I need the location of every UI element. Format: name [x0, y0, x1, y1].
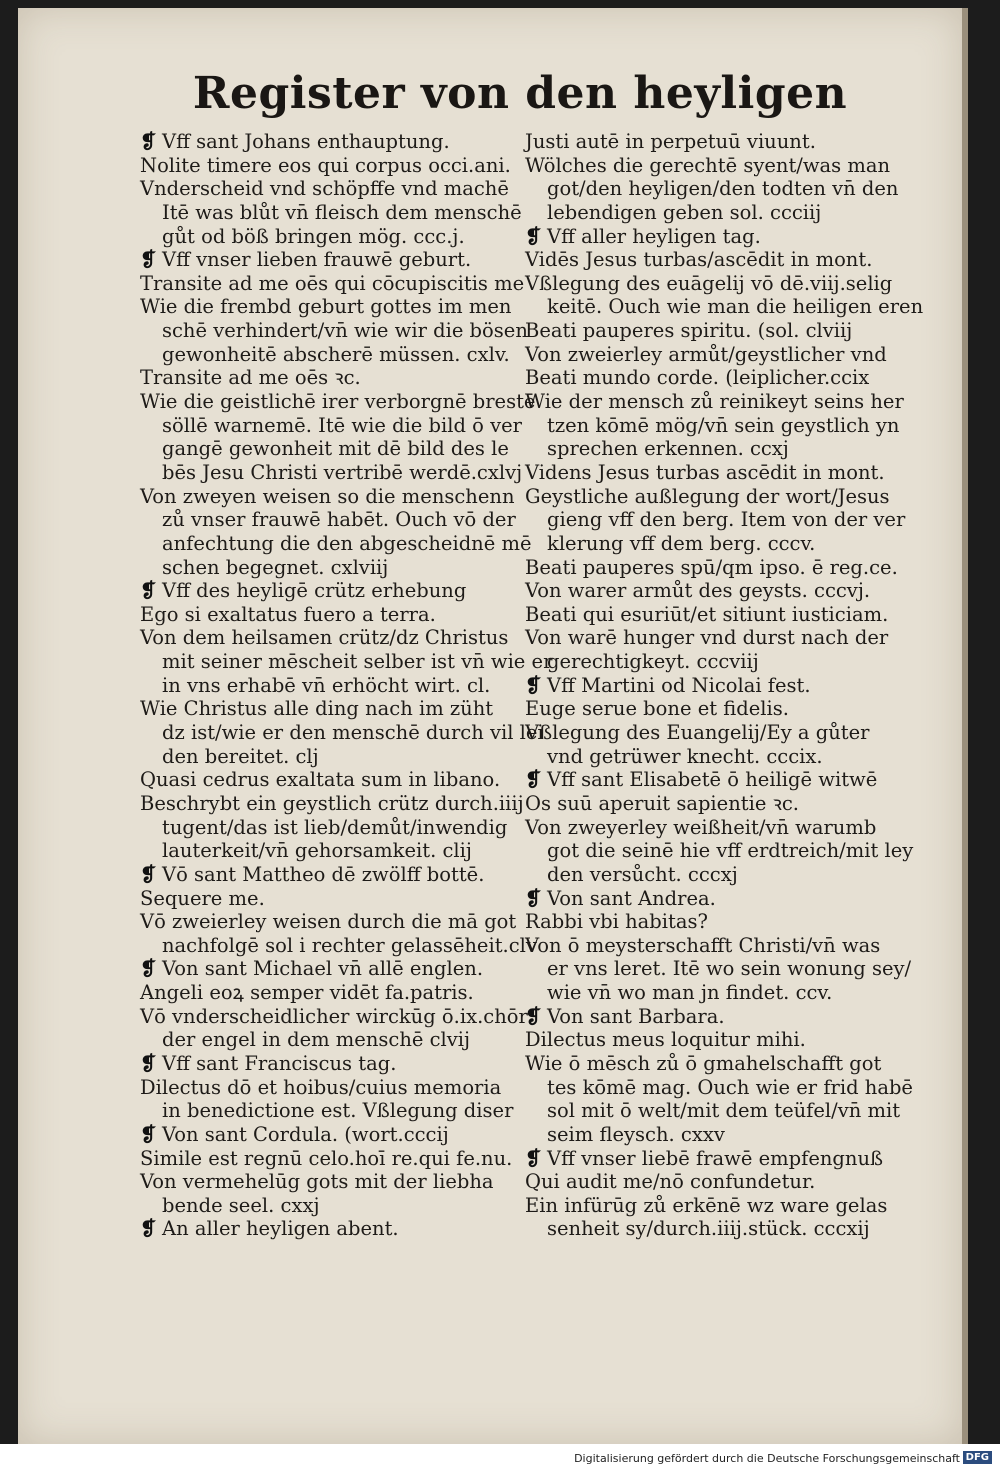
pilcrow-icon: ❡ [140, 248, 157, 272]
register-entry [525, 1005, 890, 1029]
register-entry [525, 413, 900, 438]
register-entry-text: gangē gewonheit mit dē bild des le [162, 437, 509, 461]
register-entry [525, 1123, 890, 1147]
register-entry [140, 366, 510, 390]
pilcrow-icon: ❡ [140, 579, 157, 603]
register-entry [140, 721, 544, 745]
register-entry-text: Beati mundo corde. (leiplicher.ccix [525, 366, 870, 390]
register-entry [140, 484, 515, 509]
pilcrow-icon: ❡ [525, 886, 542, 910]
register-entry [525, 366, 890, 390]
register-entry [140, 177, 510, 201]
register-entry-text: anfechtung die den abgescheidnē mē [162, 531, 532, 555]
register-entry-text: söllē warnemē. Itē wie die bild ō ver [162, 413, 522, 437]
register-entry [140, 1146, 513, 1171]
register-entry [525, 130, 890, 154]
register-entry-text: Wie ō mēsch zů ō gmahelschafft got [525, 1051, 882, 1075]
pilcrow-icon: ❡ [525, 673, 542, 697]
register-entry [140, 674, 510, 698]
register-entry-text: Beati pauperes spiritu. (sol. clviij [525, 319, 853, 343]
register-entry [140, 910, 517, 934]
register-entry [525, 745, 890, 769]
register-entry [525, 437, 890, 461]
register-entry-text: lebendigen geben sol. ccciij [547, 200, 822, 224]
register-entry [525, 225, 890, 249]
register-entry-text: Justi autē in perpetuū viuunt. [525, 130, 816, 153]
register-entry [525, 1052, 890, 1076]
register-entry-text: Euge serue bone et fidelis. [525, 697, 789, 721]
register-entry [525, 154, 890, 178]
register-entry [525, 887, 890, 911]
register-entry-text: Vnderscheid vnd schöpffe vnd machē [140, 177, 509, 201]
register-entry-text: Vff sant Elisabetē ō heiligē witwē [547, 768, 878, 792]
register-entry-text: tes kōmē mag. Ouch wie er frid habē [547, 1075, 913, 1099]
register-entry-text: Transite ad me oēs ꝛc. [140, 366, 361, 390]
register-entry-text: Simile est regnū celo.hoī re.qui fe.nu. [140, 1146, 513, 1170]
register-entry-text: Vff aller heyligen tag. [547, 224, 761, 248]
register-entry [140, 839, 510, 863]
register-entry [140, 413, 522, 438]
register-entry-text: dz ist/wie er den menschē durch vil lei [162, 721, 544, 745]
register-entry [140, 1052, 510, 1076]
register-entry [140, 863, 510, 887]
register-entry [140, 460, 523, 485]
pilcrow-icon: ❡ [140, 130, 157, 153]
register-entry-text: Rabbi vbi habitas? [525, 910, 708, 934]
register-entry [525, 177, 899, 201]
register-entry-text: zů vnser frauwē habēt. Ouch vō der [162, 508, 516, 532]
register-entry [140, 200, 522, 225]
register-entry [525, 650, 890, 674]
register-entry [525, 532, 890, 556]
register-entry-text: Wie Christus alle ding nach im züht [140, 697, 494, 721]
register-entry-text: Von zweierley armůt/geystlicher vnd [525, 342, 887, 366]
pilcrow-icon: ❡ [140, 1217, 157, 1241]
register-entry [140, 390, 536, 414]
register-entry-text: Von zweyerley weißheit/vn̄ warumb [525, 815, 877, 839]
register-entry [525, 768, 890, 792]
register-entry [140, 1028, 510, 1052]
register-entry [525, 1147, 890, 1171]
register-entry [525, 508, 906, 532]
register-entry-text: Wie die geistlichē irer verborgnē brestē [140, 390, 536, 414]
pilcrow-icon: ❡ [525, 1004, 542, 1028]
register-entry [140, 271, 525, 296]
register-entry [140, 981, 510, 1005]
register-entry-text: Vff vnser liebē frawē empfengnuß [547, 1146, 884, 1170]
register-entry [140, 579, 510, 603]
register-entry [140, 130, 510, 154]
register-entry [140, 154, 510, 178]
register-entry-text: Wie der mensch zů reinikeyt seins her [525, 390, 904, 414]
register-entry [140, 1194, 510, 1218]
register-entry-text: Vff sant Johans enthauptung. [162, 130, 450, 153]
register-entry [140, 1004, 528, 1029]
register-entry-text: Von warer armůt des geysts. cccvj. [525, 579, 871, 603]
register-entry-text: gieng vff den berg. Item von der ver [547, 508, 906, 532]
register-entry [525, 934, 890, 958]
register-entry [140, 295, 510, 319]
pilcrow-icon: ❡ [140, 1051, 157, 1075]
register-entry [140, 531, 532, 556]
footer-credit: Digitalisierung gefördert durch die Deutsche Forschungsgemeinschaft [574, 1452, 960, 1465]
register-entry-text: sprechen erkennen. ccxj [547, 437, 789, 461]
register-entry-text: sol mit ō welt/mit dem teüfel/vn̄ mit [547, 1099, 901, 1123]
register-entry-text: Angeli eoꝝ semper vidēt fa.patris. [140, 981, 474, 1005]
register-entry-text: nachfolgē sol i rechter gelassēheit.clv [162, 933, 537, 957]
register-entry-text: Von vermehelūg gots mit der liebha [140, 1170, 494, 1194]
register-entry-text: mit seiner mēscheit selber ist vn̄ wie er [162, 650, 553, 674]
register-entry [525, 1170, 890, 1194]
register-entry-text: klerung vff dem berg. cccv. [547, 531, 816, 555]
register-entry-text: tzen kōmē mög/vn̄ sein geystlich yn [547, 413, 900, 437]
register-entry [525, 697, 890, 721]
register-entry [525, 816, 890, 840]
register-entry-text: Os suū aperuit sapientie ꝛc. [525, 791, 799, 815]
register-entry [140, 697, 510, 721]
register-entry-text: vnd getrüwer knecht. cccix. [547, 744, 823, 768]
pilcrow-icon: ❡ [140, 957, 157, 981]
register-entry-text: der engel in dem menschē clvij [162, 1028, 471, 1052]
register-entry [525, 1194, 890, 1218]
register-entry [140, 603, 510, 627]
register-entry [140, 887, 510, 911]
register-entry-text: Sequere me. [140, 886, 265, 910]
pilcrow-icon: ❡ [140, 1122, 157, 1146]
register-entry-text: Von sant Cordula. (wort.cccij [162, 1122, 449, 1146]
dfg-logo: DFG [963, 1451, 992, 1464]
register-entry-text: Beati pauperes spū/qm ipso. ē reg.ce. [525, 555, 898, 579]
register-entry-text: in benedictione est. Vßlegung diser [162, 1099, 514, 1123]
register-entry [140, 437, 510, 461]
register-entry-text: tugent/das ist lieb/demůt/inwendig [162, 815, 508, 839]
register-column-right [525, 130, 924, 1241]
register-entry-text: Ego si exaltatus fuero a terra. [140, 602, 436, 626]
register-entry-text: Von sant Michael vn̄ allē englen. [162, 957, 484, 981]
register-entry-text: er vns leret. Itē wo sein wonung sey/ [547, 957, 912, 981]
register-entry [525, 390, 904, 414]
register-entry [525, 1099, 901, 1123]
register-entry-text: Vff vnser lieben frauwē geburt. [162, 248, 472, 272]
register-entry [140, 650, 553, 674]
register-entry-text: lauterkeit/vn̄ gehorsamkeit. clij [162, 839, 472, 863]
register-entry [525, 343, 890, 367]
register-entry [140, 319, 528, 343]
register-entry-text: got/den heyligen/den todten vn̄ den [547, 177, 899, 201]
register-entry-text: Dilectus meus loquitur mihi. [525, 1028, 806, 1052]
pilcrow-icon: ❡ [525, 224, 542, 248]
register-entry [525, 579, 890, 603]
register-entry-text: Vßlegung des Euangelij/Ey a gůter [525, 721, 870, 745]
register-entry [140, 1170, 510, 1194]
register-entry [525, 792, 890, 816]
register-entry-text: Vō sant Mattheo dē zwölff bottē. [162, 862, 485, 886]
register-entry [140, 1123, 510, 1147]
register-entry [525, 1075, 913, 1100]
register-entry-text: Ein infürūg zů erkēnē wz ware gelas [525, 1193, 888, 1217]
register-entry-text: bēs Jesu Christi vertribē werdē.cxlvj [162, 460, 523, 484]
register-entry [525, 295, 924, 319]
register-entry [525, 248, 890, 272]
register-entry-text: Nolite timere eos qui corpus occi.ani. [140, 153, 511, 177]
register-entry-text: Von ō meysterschafft Christi/vn̄ was [525, 933, 881, 957]
register-entry-text: keitē. Ouch wie man die heiligen eren [547, 295, 924, 319]
register-entry [525, 461, 890, 485]
register-entry [525, 201, 890, 225]
register-entry-text: Transite ad me oēs qui cōcupiscitis me [140, 271, 525, 295]
register-entry [140, 508, 516, 532]
register-entry [140, 933, 537, 958]
register-entry-text: den versůcht. cccxj [547, 862, 738, 886]
register-entry [140, 791, 524, 816]
register-entry [525, 626, 890, 650]
register-entry [525, 1028, 890, 1052]
pilcrow-icon: ❡ [525, 768, 542, 792]
register-entry [140, 343, 510, 367]
register-entry [525, 319, 890, 343]
register-entry-text: Von sant Barbara. [547, 1004, 725, 1028]
register-entry [525, 485, 890, 509]
register-entry-text: Vō vnderscheidlicher wirckūg ō.ix.chōr [140, 1004, 528, 1028]
register-entry-text: gerechtigkeyt. cccviij [547, 650, 759, 674]
register-entry [140, 816, 510, 840]
register-entry-text: Videns Jesus turbas ascēdit in mont. [525, 460, 885, 484]
register-entry [140, 556, 510, 580]
register-entry-text: Beschrybt ein geystlich crütz durch.iiij [140, 791, 524, 815]
register-entry-text: Vff des heyligē crütz erhebung [162, 579, 467, 603]
register-entry [140, 1217, 510, 1241]
register-entry-text: Quasi cedrus exaltata sum in libano. [140, 768, 501, 792]
page-title: Register von den heyligen [192, 68, 848, 119]
pilcrow-icon: ❡ [140, 862, 157, 886]
register-entry [140, 957, 510, 981]
register-entry [525, 839, 914, 863]
register-entry [525, 603, 890, 627]
footer-bar [0, 1444, 1000, 1476]
register-entry-text: in vns erhabē vn̄ erhöcht wirt. cl. [162, 673, 491, 697]
register-entry [140, 248, 510, 272]
register-entry [140, 1099, 514, 1123]
register-entry-text: Itē was blůt vn̄ fleisch dem menschē [162, 200, 522, 224]
register-entry [525, 981, 890, 1005]
register-entry-text: Wölches die gerechtē syent/was man [525, 153, 891, 177]
register-entry-text: wie vn̄ wo man jn findet. ccv. [547, 981, 833, 1005]
register-entry [140, 1076, 510, 1100]
register-entry-text: Vff sant Franciscus tag. [162, 1051, 397, 1075]
register-entry-text: Von warē hunger vnd durst nach der [525, 626, 889, 650]
register-entry-text: Vff Martini od Nicolai fest. [547, 673, 811, 697]
register-entry [525, 957, 912, 981]
register-entry-text: Von sant Andrea. [547, 886, 716, 910]
register-entry [140, 745, 510, 769]
register-entry [525, 674, 890, 698]
pilcrow-icon: ❡ [525, 1146, 542, 1170]
register-entry [525, 271, 893, 296]
register-entry [525, 1217, 890, 1241]
register-entry [525, 721, 890, 745]
register-entry-text: Von dem heilsamen crütz/dz Christus [140, 626, 509, 650]
register-entry-text: Qui audit me/nō confundetur. [525, 1170, 816, 1194]
register-entry-text: seim fleysch. cxxv [547, 1122, 725, 1146]
register-entry [525, 555, 898, 580]
register-entry-text: bende seel. cxxj [162, 1193, 320, 1217]
register-entry [525, 910, 890, 934]
register-entry-text: Vidēs Jesus turbas/ascēdit in mont. [525, 248, 873, 272]
register-entry-text: Dilectus dō et hoibus/cuius memoria [140, 1075, 502, 1099]
register-entry-text: Von zweyen weisen so die menschenn [140, 484, 515, 508]
register-entry [140, 626, 510, 650]
register-column-left [140, 130, 553, 1241]
register-entry-text: Vßlegung des euāgelij vō dē.viij.selig [525, 271, 893, 295]
register-entry-text: Beati qui esuriūt/et sitiunt iusticiam. [525, 602, 889, 626]
register-entry [140, 225, 510, 249]
register-entry-text: senheit sy/durch.iiij.stück. cccxij [547, 1217, 870, 1241]
register-entry-text: Vō zweierley weisen durch die mā got [140, 910, 517, 934]
register-entry-text: Geystliche außlegung der wort/Jesus [525, 484, 890, 508]
register-entry-text: schen begegnet. cxlviij [162, 555, 389, 579]
register-entry-text: got die seinē hie vff erdtreich/mit ley [547, 839, 914, 863]
register-entry-text: gewonheitē abscherē müssen. cxlv. [162, 342, 510, 366]
register-entry-text: Wie die frembd geburt gottes im men [140, 295, 512, 319]
page-edge [962, 8, 968, 1444]
register-entry-text: schē verhindert/vn̄ wie wir die bösen [162, 319, 528, 343]
register-entry-text: An aller heyligen abent. [162, 1217, 399, 1241]
register-entry [525, 863, 890, 887]
register-entry-text: den bereitet. clj [162, 744, 319, 768]
register-entry-text: gůt od böß bringen mög. ccc.j. [162, 224, 465, 248]
register-entry [140, 768, 510, 792]
